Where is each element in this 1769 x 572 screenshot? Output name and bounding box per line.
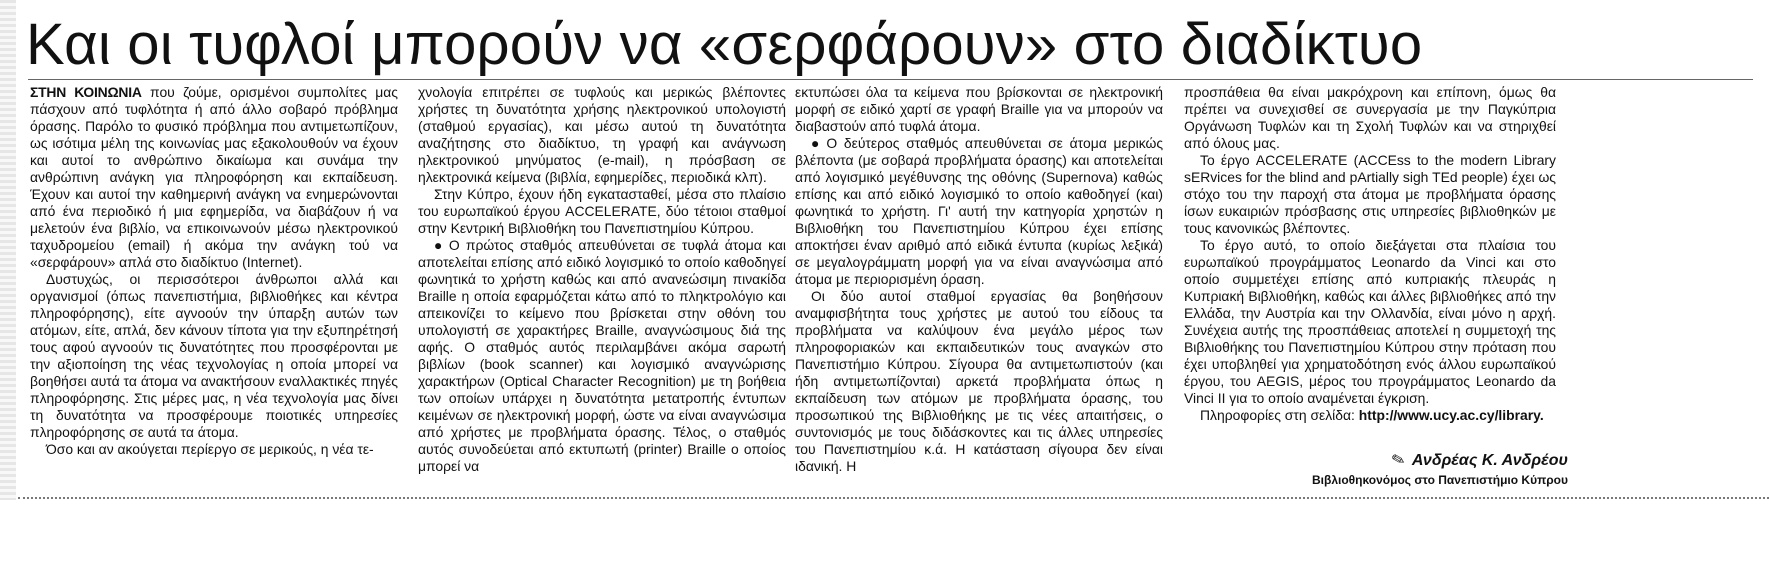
column-1-paragraph-1 [30, 84, 398, 271]
column-1-paragraph-3: Όσο και αν ακούγεται περίεργο σε μερικούς, η νέα τε- [46, 441, 374, 457]
scan-edge-shadow [0, 0, 16, 500]
article-column-1 [30, 84, 398, 504]
column-4-paragraph-2: Το έργο ACCELERATE (ACCEss to the modern Library sERvices for the blind and pArtially sigh TEd people) έχει ως στόχο του την παροχή στα άτομα με προβλήματα όρασης ίσων ευκαιριών πρόσβασης στις υπηρεσίες βιβλιοθηκών με τους κανονικώς βλέποντες. [1184, 152, 1556, 236]
author-byline [1292, 451, 1568, 491]
author-name: Ανδρέας Κ. Ανδρέου [1411, 452, 1568, 469]
bottom-dotted-rule [18, 497, 1769, 499]
column-3-paragraph-3: Οι δύο αυτοί σταθμοί εργασίας θα βοηθήσουν αναμφισβήτητα τους χρήστες με αυτού του είδους τα προβλήματα να καλύψουν ένα μεγάλο μέρος των πληροφοριακών και εκπαιδευτικών τους αναγκών στο Πανεπιστήμιο Κύπρου. Σίγουρα θα αντιμετωπιστούν (και ήδη αντιμετωπίζονται) αρκετά προβλήματα όπως η εκπαίδευση των ατόμων με προβλήματα όρασης, του προσωπικού της Βιβλιοθήκης με τις νέες απαιτήσεις, ο συντονισμός με τους διδάσκοντες και τις άλλες υπηρεσίες του Πανεπιστημίου κ.ά. Η κατάσταση σίγουρα δεν είναι ιδανική. Η [795, 288, 1163, 474]
column-3-paragraph-2 [795, 135, 1163, 288]
info-line [1184, 407, 1556, 424]
article-title: Και οι τυφλοί μπορούν να «σερφάρουν» στο διαδίκτυο [26, 12, 1423, 77]
column-2-paragraph-1: χνολογία επιτρέπει σε τυφλούς και μερικώς βλέποντες χρήστες τη δυνατότητα χρήσης ηλεκτρονικού υπολογιστή (σταθμού εργασίας), και μέσω αυτού τη δυνατότητα αναζήτησης στο διαδίκτυο, τη γραφή και ανάγνωση ηλεκτρονικού μηνύματος (e-mail), η πρόσβαση σε ηλεκτρονικά κείμενα (βιβλία, εφημερίδες, περιοδικά κλπ). [418, 84, 786, 185]
pen-icon: ✎ [1390, 450, 1408, 471]
column-2-paragraph-3-text: Ο πρώτος σταθμός απευθύνεται σε τυφλά άτομα και αποτελείται επίσης από ειδικό λογισμικό το οποίο καθοδηγεί φωνητικά το χρήστη καθώς και από ανανεώσιμη πινακίδα Braille η οποία εφαρμόζεται κάτω από το πληκτρολόγιο και απεικονίζει το κείμενο που βρίσκεται στην οθόνη του υπολογιστή σε χαρακτήρες Braille, αναγνώσιμους διά της αφής. Ο σταθμός αυτός περιλαμβάνει ακόμα σαρωτή βιβλίων (book scanner) και λογισμικό αναγνώρισης χαρακτήρων (Optical Character Recognition) με τη βοήθεια των οποίων υπάρχει η δυνατότητα μετατροπής έντυπων κειμένων σε ηλεκτρονική μορφή, ώστε να είναι αναγνώσιμα από χρήστες με προβλήματα όρασης. Τέλος, ο σταθμός αυτός συνοδεύεται από εκτυπωτή (printer) Braille ο οποίος μπορεί να [418, 237, 786, 474]
author-role: Βιβλιοθηκονόμος στο Πανεπιστήμιο Κύπρου [1312, 473, 1568, 487]
column-4-paragraph-1: προσπάθεια θα είναι μακρόχρονη και επίπονη, όμως θα πρέπει να συνεχισθεί σε συνεργασία με την Παγκύπρια Οργάνωση Τυφλών και τη Σχολή Τυφλών και να στηριχθεί από όλους μας. [1184, 84, 1556, 151]
title-divider [28, 79, 1753, 80]
column-1-paragraph-1-text: που ζούμε, ορισμένοι συμπολίτες μας πάσχουν από τυφλότητα ή από άλλο σοβαρό πρόβλημα όρασης. Παρόλο το φυσικό πρόβλημα που αντιμετωπίζουν, ως ισότιμα μέλη της κοινωνίας μας εξακολουθούν να έχουν και αυτοί το ανθρώπινο δικαίωμα και συνάμα την ανθρώπινη ανάγκη για πληροφόρηση και εκπαίδευση. Έχουν και αυτοί την καθημερινή ανάγκη να ενημερώνονται από ένα περιοδικό ή μια εφημερίδα, να διαβάζουν ή να μελετούν ένα βιβλίο, να επικοινωνούν μέσω ηλεκτρονικού ταχυδρομείου (email) ή ακόμα την ανάγκη τού να «σερφάρουν» απλά στο διαδίκτυο (Internet). [30, 84, 398, 270]
column-3-paragraph-2-text: Ο δεύτερος σταθμός απευθύνεται σε άτομα μερικώς βλέποντα (με σοβαρά προβλήματα όρασης) και αποτελείται από λογισμικό μεγέθυνσης της οθόνης (Supernova) καθώς επίσης και από ειδικό λογισμικό το οποίο καθοδηγεί (και) φωνητικά το χρήστη. Γι' αυτή την κατηγορία χρηστών η Βιβλιοθήκη του Πανεπιστημίου Κύπρου έχει επίσης αποκτήσει έναν αριθμό από ειδικά έντυπα (κυρίως λεξικά) σε μεγαλογράμματη μορφή για να είναι αναγνώσιμα από άτομα με περιορισμένη όραση. [795, 135, 1163, 287]
article-column-2 [418, 84, 786, 504]
column-2-paragraph-3 [418, 237, 786, 475]
author-line [1292, 451, 1568, 471]
column-3-paragraph-1: εκτυπώσει όλα τα κείμενα που βρίσκονται σε ηλεκτρονική μορφή σε ειδικό χαρτί σε γραφή Braille για να μπορούν να διαβαστούν από τυφλά άτομα. [795, 84, 1163, 134]
column-1-paragraph-2: Δυστυχώς, οι περισσότεροι άνθρωποι αλλά και οργανισμοί (όπως πανεπιστήμια, βιβλιοθήκες και κέντρα πληροφόρησης), είτε αγνοούν την ύπαρξη αυτών των ατόμων, είτε, απλά, δεν κάνουν τίποτα για την εξυπηρέτησή τους αφού αγνοούν τις δυνατότητες που προσφέρονται με την αξιοποίηση της νέας τεχνολογίας η οποία μπορεί να βοηθήσει αυτά τα άτομα να ανακτήσουν εναλλακτικές πηγές πληροφόρησης. Στις μέρες μας, η νέα τεχνολογία μας δίνει τη δυνατότητα να προσφέρουμε ποιοτικές υπηρεσίες πληροφόρησης σε αυτά τα άτομα. [30, 271, 398, 440]
column-2-paragraph-2: Στην Κύπρο, έχουν ήδη εγκατασταθεί, μέσα στο πλαίσιο του ευρωπαϊκού έργου ACCELERATE, δύο τέτοιοι σταθμοί στην Κεντρική Βιβλιοθήκη του Πανεπιστημίου Κύπρου. [418, 186, 786, 236]
article-column-4 [1184, 84, 1556, 504]
library-url-link[interactable]: http://www.ucy.ac.cy/library. [1358, 407, 1544, 423]
article-column-3 [795, 84, 1163, 504]
bullet-icon: ● [434, 237, 445, 253]
info-label: Πληροφορίες στη σελίδα: [1200, 407, 1359, 423]
column-4-paragraph-3: Το έργο αυτό, το οποίο διεξάγεται στα πλαίσια του ευρωπαϊκού προγράμματος Leonardo da Vinci και στο οποίο συμμετέχει επίσης από κυπριακής πλευράς η Κυπριακή Βιβλιοθήκη, καθώς και άλλες βιβλιοθήκες από την Ελλάδα, την Αυστρία και την Ολλανδία, είναι μόνο η αρχή. Συνέχεια αυτής της προσπάθειας αποτελεί η συμμετοχή της Βιβλιοθήκης του Πανεπιστημίου Κύπρου στην πρόταση που έχει υποβληθεί για χρηματοδότηση ενός άλλου ευρωπαϊκού έργου, του AEGIS, μέρος του προγράμματος Leonardo da Vinci II για το οποίο αναμένεται έγκριση. [1184, 237, 1556, 406]
lead-in-text: ΣΤΗΝ ΚΟΙΝΩΝΙΑ [30, 84, 142, 100]
bullet-icon: ● [811, 135, 823, 151]
